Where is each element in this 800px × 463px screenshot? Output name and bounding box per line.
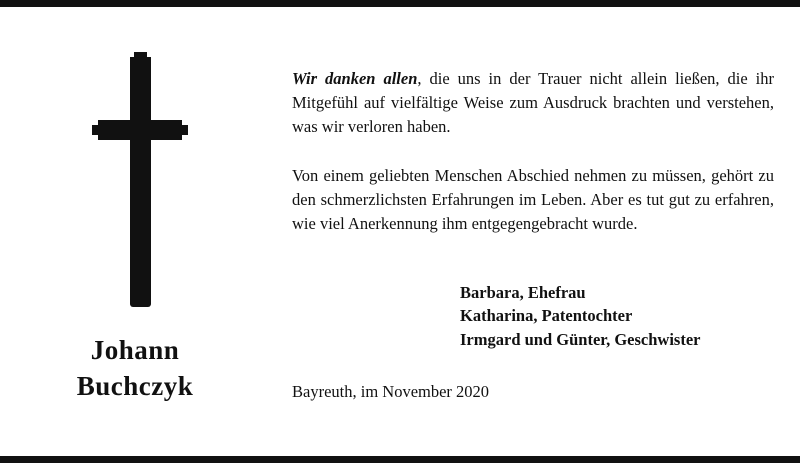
deceased-first-name: Johann <box>90 335 180 365</box>
place-and-date: Bayreuth, im November 2020 <box>292 382 490 401</box>
cross-vertical-bar <box>130 52 151 307</box>
cross-notch <box>130 52 134 57</box>
cross-notch <box>147 52 151 57</box>
thanks-paragraph <box>292 67 774 140</box>
thanks-lead-phrase: Wir danken allen <box>292 68 418 88</box>
cross-notch <box>92 135 98 140</box>
cross-notch <box>92 120 98 125</box>
deceased-last-name: Buchczyk <box>76 371 194 402</box>
reflection-paragraph: Von einem geliebten Menschen Abschied nehmen zu müssen, gehört zu den schmerzlichsten Erfahrungen im Leben. Aber es tut gut zu erfahren, wie viel Anerkennung ihm entgegengebracht wurde. <box>292 165 774 233</box>
signer-line: Katharina, Patentochter <box>460 306 633 326</box>
cross-horizontal-bar <box>92 120 188 140</box>
right-column <box>292 7 782 456</box>
top-rule <box>0 0 800 7</box>
cross-notch <box>182 135 188 140</box>
deceased-name <box>0 332 270 405</box>
signer-line: Barbara, Ehefrau <box>460 283 586 302</box>
christian-cross-icon <box>92 52 188 307</box>
thanks-rest-text: , die uns in der Trauer nicht allein ließen, die ihr Mitgefühl auf vielfältige Weise zum Ausdruck brachten und verstehen, was wir verloren haben. <box>292 68 774 136</box>
signer-line: Irmgard und Günter, Geschwister <box>460 329 701 349</box>
left-column <box>0 7 270 456</box>
signers-block <box>460 281 780 351</box>
bottom-rule <box>0 456 800 463</box>
cross-notch <box>182 120 188 125</box>
